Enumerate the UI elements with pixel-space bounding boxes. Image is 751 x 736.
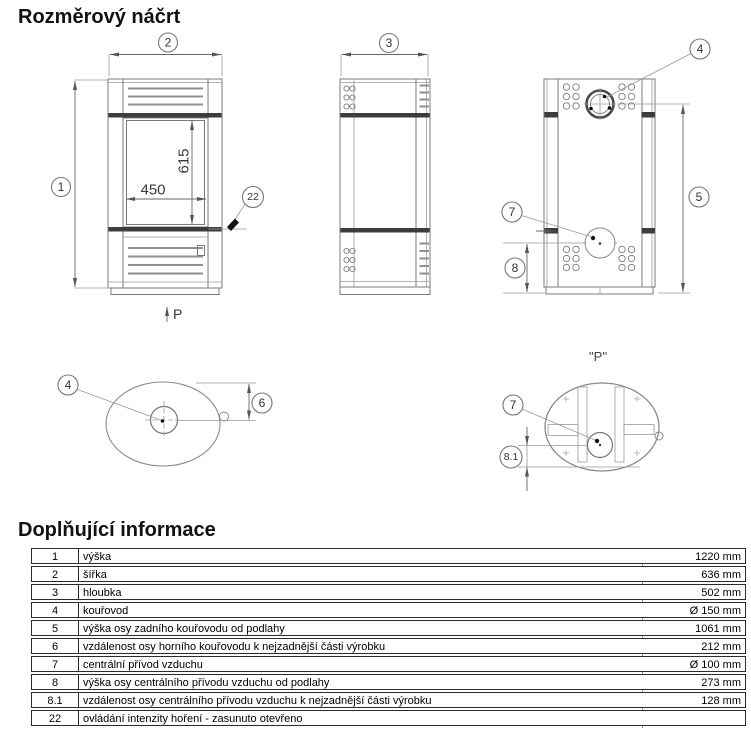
front-door <box>123 118 208 227</box>
table-cell-val: 636 mm <box>701 569 741 581</box>
table-row <box>31 620 746 636</box>
front-top-vents <box>128 88 203 106</box>
balloon-4-label: 4 <box>696 42 704 56</box>
front-door-glass <box>127 121 205 225</box>
table-row <box>31 584 746 600</box>
balloon-2 <box>159 33 178 52</box>
bottom-view-p <box>500 349 663 491</box>
table-row <box>31 602 746 618</box>
dim-height <box>75 80 110 288</box>
p-direction-arrow <box>167 306 182 322</box>
table-cell-desc: vzdálenost osy horního kouřovodu k nejzadnější části výrobku <box>83 641 386 653</box>
table-row <box>31 674 746 690</box>
side-top-band <box>341 113 430 118</box>
table-cell-desc: vzdálenost osy centrálního přívodu vzduchu k nejzadnější části výrobku <box>83 695 432 707</box>
table-cell-val: 212 mm <box>701 641 741 653</box>
p-arrow-label: P <box>173 306 183 322</box>
balloon-4-top-label: 4 <box>64 378 72 392</box>
balloon-22-label: 22 <box>247 191 259 203</box>
front-top-band <box>109 113 222 118</box>
top-knob-circle <box>220 412 229 421</box>
table-cell-no: 1 <box>32 549 79 563</box>
table-cell-val: 502 mm <box>701 587 741 599</box>
central-air-inlet <box>583 228 617 258</box>
balloon-7-label: 7 <box>508 205 516 219</box>
balloon-8-label: 8 <box>511 261 519 275</box>
balloon-1-label: 1 <box>57 180 65 194</box>
side-top-slats <box>420 85 430 108</box>
top-view <box>58 375 272 466</box>
dim-glass-height-label: 615 <box>175 148 193 174</box>
dim-depth <box>341 54 428 76</box>
front-base <box>111 288 219 295</box>
balloon-4 <box>606 39 710 98</box>
table-row <box>31 548 746 564</box>
balloon-7-bottom-label: 7 <box>509 398 517 412</box>
front-bottom-vents <box>128 247 203 275</box>
dim-glass-width <box>126 182 206 200</box>
dim-air-inlet-offset <box>518 427 640 491</box>
p-view-title: ''P'' <box>588 349 608 364</box>
back-view <box>502 39 710 294</box>
side-bottom-holes <box>344 248 355 271</box>
page-title: Rozměrový náčrt <box>18 6 181 28</box>
table-cell-no: 4 <box>32 603 79 617</box>
info-table <box>31 548 746 728</box>
table-cell-desc: výška osy centrálního přívodu vzduchu od podlahy <box>83 677 330 689</box>
table-row <box>31 710 746 726</box>
side-mid-band <box>341 228 430 233</box>
dim-width <box>109 54 222 76</box>
table-cell-no: 5 <box>32 621 79 635</box>
table-cell-no: 8 <box>32 675 79 689</box>
table-cell-no: 8.1 <box>32 693 79 707</box>
side-bottom-slats <box>420 243 430 275</box>
table-cell-val: 128 mm <box>701 695 741 707</box>
table-cell-no: 6 <box>32 639 79 653</box>
balloon-3 <box>380 34 399 53</box>
table-cell-desc: kouřovod <box>83 605 129 617</box>
balloon-5-label: 5 <box>695 190 703 204</box>
table-cell-val: Ø 100 mm <box>689 659 741 671</box>
balloon-5 <box>689 187 709 207</box>
balloon-2-label: 2 <box>164 35 172 50</box>
balloon-8-1-label: 8.1 <box>503 451 519 463</box>
section-title: Doplňující informace <box>18 519 216 541</box>
table-cell-desc: výška <box>83 551 112 563</box>
table-cell-desc: ovládání intenzity hoření - zasunuto otevřeno <box>83 713 303 725</box>
balloon-6 <box>252 393 272 413</box>
side-view <box>340 34 430 295</box>
table-cell-val <box>639 711 745 725</box>
dim-flue-offset <box>179 383 256 421</box>
table-cell-desc: centrální přívod vzduchu <box>83 659 203 671</box>
p-view-marks <box>563 396 640 456</box>
table-row <box>31 656 746 672</box>
balloon-8-1 <box>500 446 522 468</box>
back-base <box>546 287 653 294</box>
table-cell-no: 7 <box>32 657 79 671</box>
table-cell-desc: hloubka <box>83 587 122 599</box>
table-row <box>31 638 746 654</box>
dim-glass-height <box>176 121 193 224</box>
table-cell-val: 1061 mm <box>695 623 741 635</box>
table-cell-no: 3 <box>32 585 79 599</box>
dim-glass-width-label: 450 <box>140 181 166 199</box>
table-cell-no: 22 <box>32 711 79 725</box>
dim-flue-height <box>617 104 690 293</box>
table-cell-desc: výška osy zadního kouřovodu od podlahy <box>83 623 285 635</box>
side-top-holes <box>344 86 355 109</box>
side-base <box>340 287 430 295</box>
balloon-22 <box>234 187 264 222</box>
table-cell-val: 1220 mm <box>695 551 741 563</box>
balloon-1 <box>52 178 71 197</box>
balloon-6-label: 6 <box>258 396 266 410</box>
back-bottom-holes <box>563 246 634 270</box>
back-top-holes <box>563 84 634 109</box>
table-row <box>31 566 746 582</box>
balloon-7-bottom <box>503 395 595 440</box>
table-cell-val: Ø 150 mm <box>689 605 741 617</box>
front-view <box>52 33 264 322</box>
table-cell-no: 2 <box>32 567 79 581</box>
table-row <box>31 692 746 708</box>
balloon-4-top <box>58 375 161 420</box>
flue-outlet <box>584 88 616 120</box>
balloon-8 <box>505 258 525 278</box>
table-cell-val: 273 mm <box>701 677 741 689</box>
table-cell-desc: šířka <box>83 569 107 581</box>
balloon-3-label: 3 <box>385 36 393 50</box>
front-mid-band <box>109 227 222 232</box>
